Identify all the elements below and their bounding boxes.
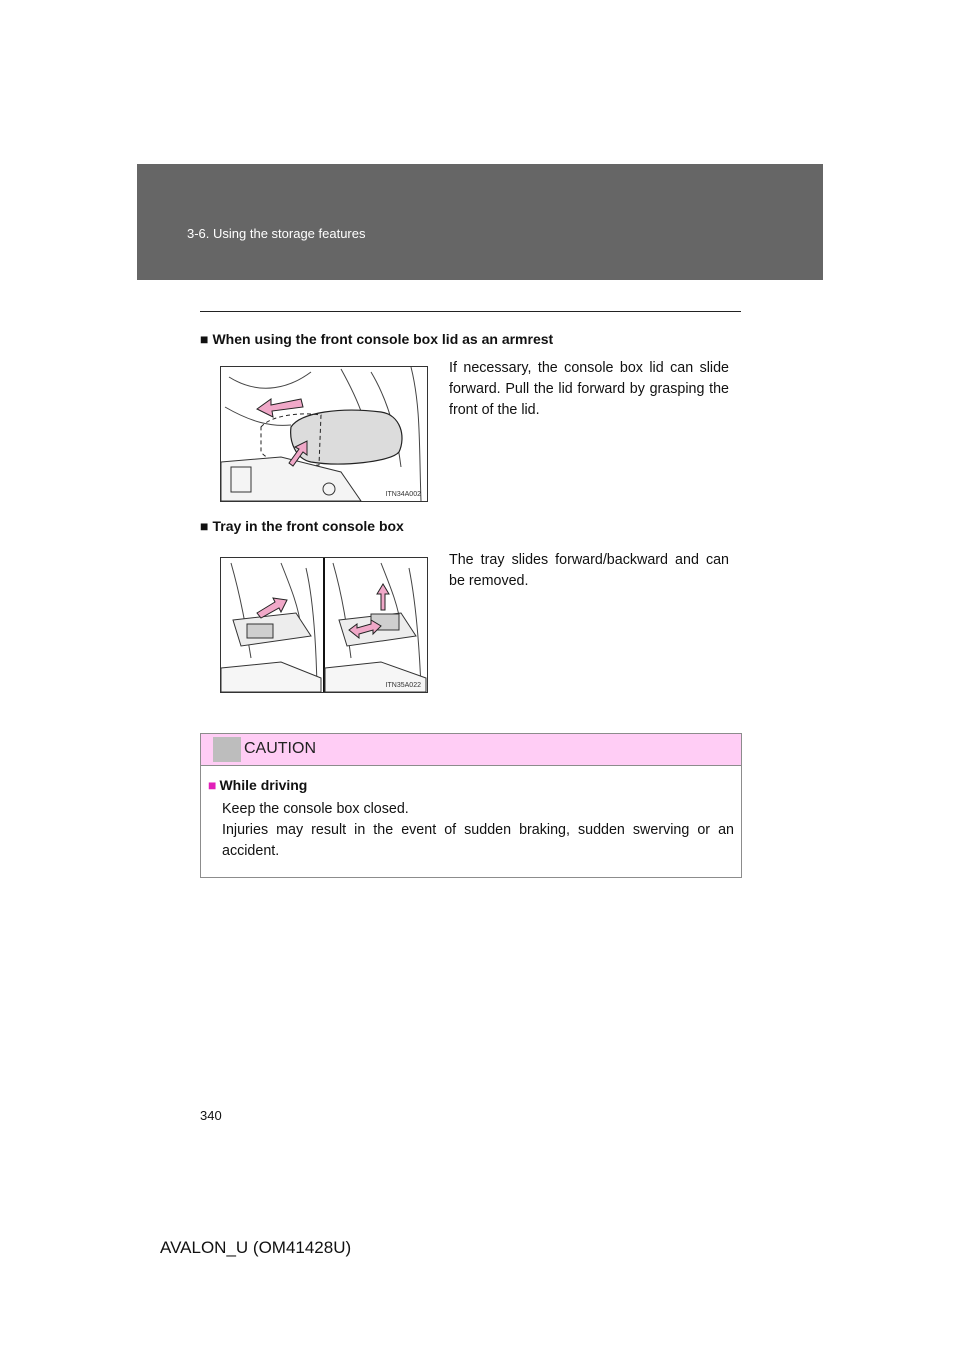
- heading-bullet: ■: [200, 331, 209, 347]
- document-id: AVALON_U (OM41428U): [160, 1238, 352, 1257]
- caution-title: CAUTION: [244, 740, 316, 757]
- figure-code: ITN34A002: [385, 491, 421, 498]
- figure-code: ITN35A022: [385, 682, 421, 689]
- heading-bullet: ■: [200, 518, 209, 534]
- caution-icon: [213, 737, 241, 762]
- tray-illustration: [220, 557, 428, 693]
- armrest-description: If necessary, the console box lid can slide forward. Pull the lid forward by grasping the front of the lid.: [449, 360, 729, 418]
- section-title: 3-6. Using the storage features: [187, 226, 366, 241]
- caution-body: [222, 799, 734, 862]
- caution-header: [201, 734, 741, 766]
- armrest-illustration: [220, 366, 428, 502]
- caution-line: Keep the console box closed.: [222, 801, 409, 817]
- top-rule: [200, 311, 741, 312]
- caution-box: [200, 733, 742, 878]
- page-number: 340: [200, 1108, 222, 1123]
- caution-bullet: ■: [208, 777, 217, 793]
- heading-text: When using the front console box lid as an armrest: [212, 331, 554, 347]
- caution-line: Injuries may result in the event of sudden braking, sudden swerving or an accident.: [222, 822, 734, 859]
- caution-subheading-text: While driving: [219, 777, 308, 793]
- header-band: [137, 164, 823, 280]
- caution-subheading: [208, 777, 307, 793]
- heading-armrest: [200, 331, 553, 347]
- tray-description: The tray slides forward/backward and can be removed.: [449, 552, 729, 589]
- heading-tray: [200, 518, 404, 534]
- heading-text: Tray in the front console box: [212, 518, 404, 534]
